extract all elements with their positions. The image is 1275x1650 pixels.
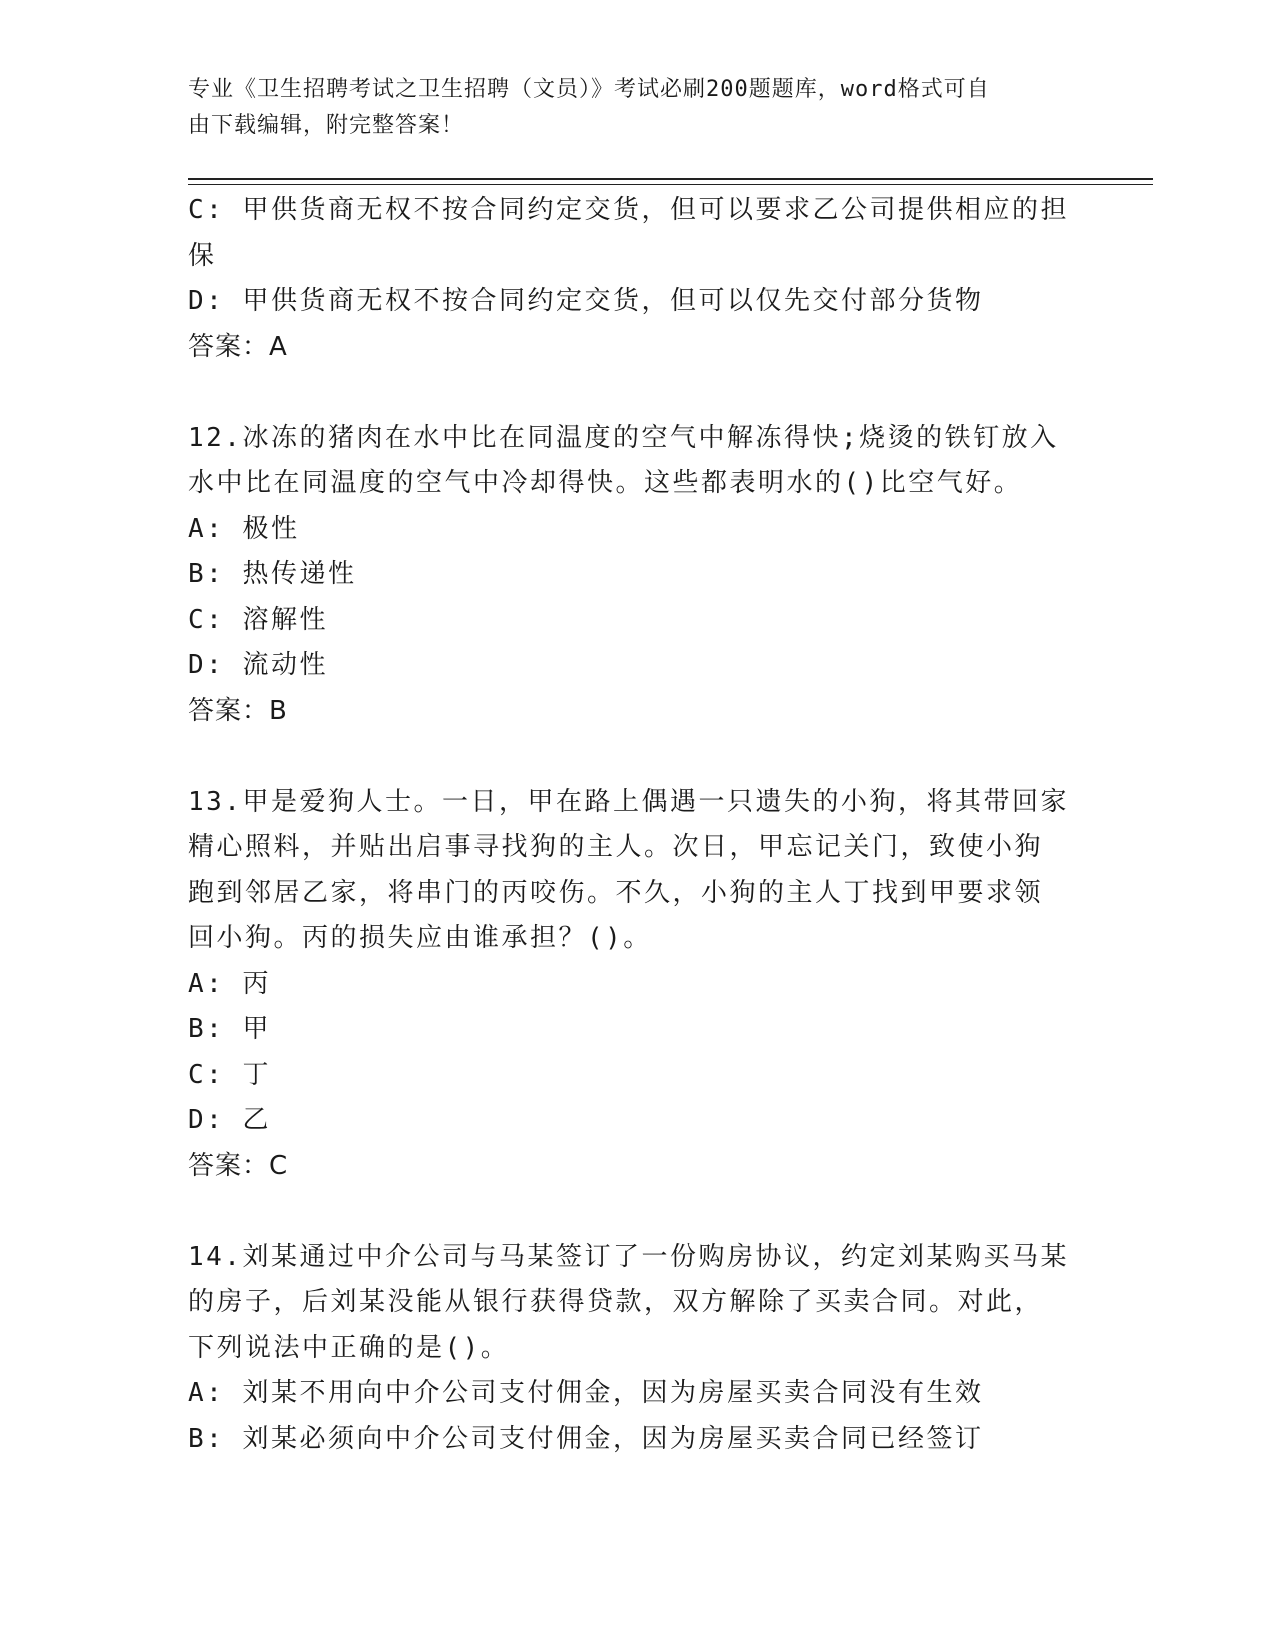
option-b: B: 热传递性: [188, 559, 357, 589]
question-stem-line-4: 回小狗。丙的损失应由谁承担？()。: [188, 923, 652, 953]
spacer: [188, 734, 1078, 780]
option-b: B: 甲: [188, 1014, 271, 1044]
header-line-2: 由下载编辑，附完整答案！: [188, 113, 465, 138]
option-c-line-1: C: 甲供货商无权不按合同约定交货，但可以要求乙公司提供相应的担: [188, 195, 1069, 225]
header-line-1: 专业《卫生招聘考试之卫生招聘（文员）》考试必刷200题题库，word格式可自: [188, 77, 990, 102]
option-d: D: 流动性: [188, 650, 328, 680]
option-a: A: 丙: [188, 968, 271, 999]
header-divider-thick: [188, 178, 1153, 180]
spacer: [188, 370, 1078, 416]
question-11-continued: [188, 188, 1078, 370]
question-stem-line-2: 的房子，后刘某没能从银行获得贷款，双方解除了买卖合同。对此，: [188, 1287, 1044, 1317]
answer: 答案：A: [188, 331, 288, 362]
question-stem-line-3: 下列说法中正确的是()。: [188, 1332, 510, 1363]
question-stem-line-1: 12.冰冻的猪肉在水中比在同温度的空气中解冻得快;烧烫的铁钉放入: [188, 422, 1059, 453]
option-c-line-2: 保: [188, 240, 217, 271]
option-d: D: 甲供货商无权不按合同约定交货，但可以仅先交付部分货物: [188, 286, 984, 316]
option-d: D: 乙: [188, 1105, 271, 1135]
question-13: [188, 780, 1078, 1190]
question-14: [188, 1235, 1078, 1463]
question-12: [188, 416, 1078, 735]
answer: 答案：B: [188, 695, 288, 726]
question-stem-line-2: 水中比在同温度的空气中冷却得快。这些都表明水的()比空气好。: [188, 468, 1023, 498]
question-content: [188, 188, 1078, 1462]
answer: 答案：C: [188, 1150, 289, 1181]
option-a: A: 极性: [188, 513, 300, 544]
option-a: A: 刘某不用向中介公司支付佣金，因为房屋买卖合同没有生效: [188, 1378, 984, 1408]
option-b: B: 刘某必须向中介公司支付佣金，因为房屋买卖合同已经签订: [188, 1423, 984, 1454]
option-c: C: 溶解性: [188, 604, 328, 635]
question-stem-line-3: 跑到邻居乙家，将串门的丙咬伤。不久，小狗的主人丁找到甲要求领: [188, 877, 1044, 908]
question-stem-line-2: 精心照料，并贴出启事寻找狗的主人。次日，甲忘记关门，致使小狗: [188, 832, 1044, 862]
question-stem-line-1: 14.刘某通过中介公司与马某签订了一份购房协议，约定刘某购买马某: [188, 1241, 1069, 1272]
page-header: [188, 72, 1068, 144]
question-stem-line-1: 13.甲是爱狗人士。一日，甲在路上偶遇一只遗失的小狗，将其带回家: [188, 786, 1069, 817]
option-c: C: 丁: [188, 1059, 271, 1090]
header-divider-thin: [188, 184, 1153, 185]
spacer: [188, 1189, 1078, 1235]
